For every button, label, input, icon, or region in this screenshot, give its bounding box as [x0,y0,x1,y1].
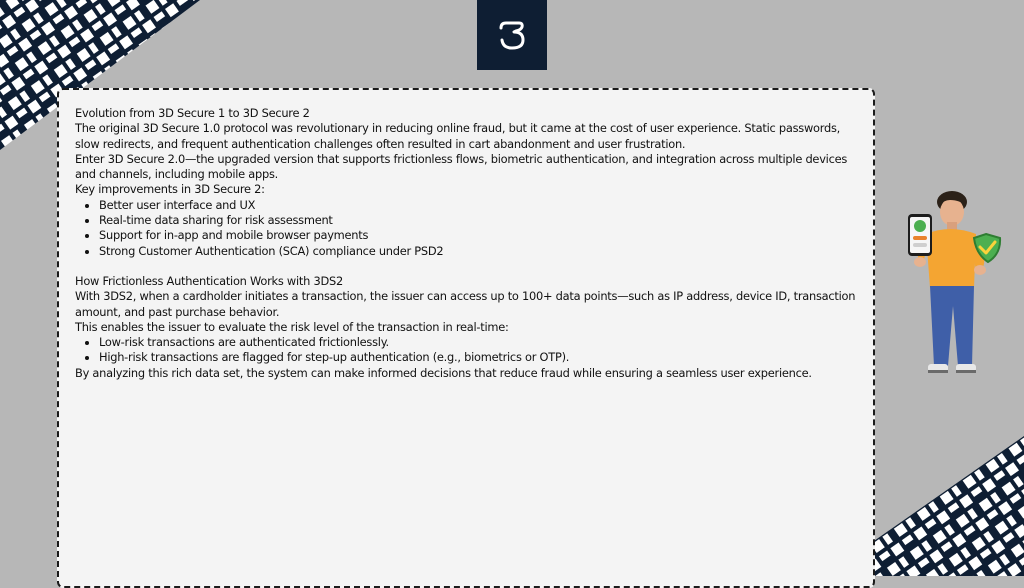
person-with-phone-and-shield-icon [900,188,1012,388]
brand-logo-icon [495,18,529,52]
section-title-evolution: Evolution from 3D Secure 1 to 3D Secure 2 [75,106,310,120]
section-title-frictionless: How Frictionless Authentication Works with 3DS2 [75,273,343,288]
spacer [75,259,857,274]
list-item: • Strong Customer Authentication (SCA) compliance under PSD2 [99,244,857,259]
list-item: • Better user interface and UX [99,198,857,213]
list-title-improvements: Key improvements in 3D Secure 2: [75,182,265,197]
list-item: • Support for in-app and mobile browser payments [99,228,857,243]
risk-list [75,335,857,366]
list-item: • Low-risk transactions are authenticated frictionlessly. [99,335,857,350]
illustration [900,188,1012,388]
improvements-list [75,198,857,259]
paragraph-data-points: With 3DS2, when a cardholder initiates a transaction, the issuer can access up to 100+ data points—such as IP address, device ID, transaction amount, and past purchase behavior. [75,289,856,319]
paragraph-conclusion: By analyzing this rich data set, the system can make informed decisions that reduce fraud while ensuring a seamless user experience. [75,365,812,380]
list-item: • Real-time data sharing for risk assessment [99,213,857,228]
paragraph-risk-evaluation: This enables the issuer to evaluate the risk level of the transaction in real-time: [75,319,509,334]
list-item: • High-risk transactions are flagged for step-up authentication (e.g., biometrics or OTP). [99,350,857,365]
paragraph-3ds1: The original 3D Secure 1.0 protocol was revolutionary in reducing online fraud, but it came at the cost of user experience. Static passwords, slow redirects, and frequent authentication challenges often resulted in cart abandonment and user frustration. [75,121,840,151]
content-card [57,88,875,588]
brand-logo [477,0,547,70]
paragraph-3ds2: Enter 3D Secure 2.0—the upgraded version that supports frictionless flows, biometric authentication, and integration across multiple devices and channels, including mobile apps. [75,151,848,182]
